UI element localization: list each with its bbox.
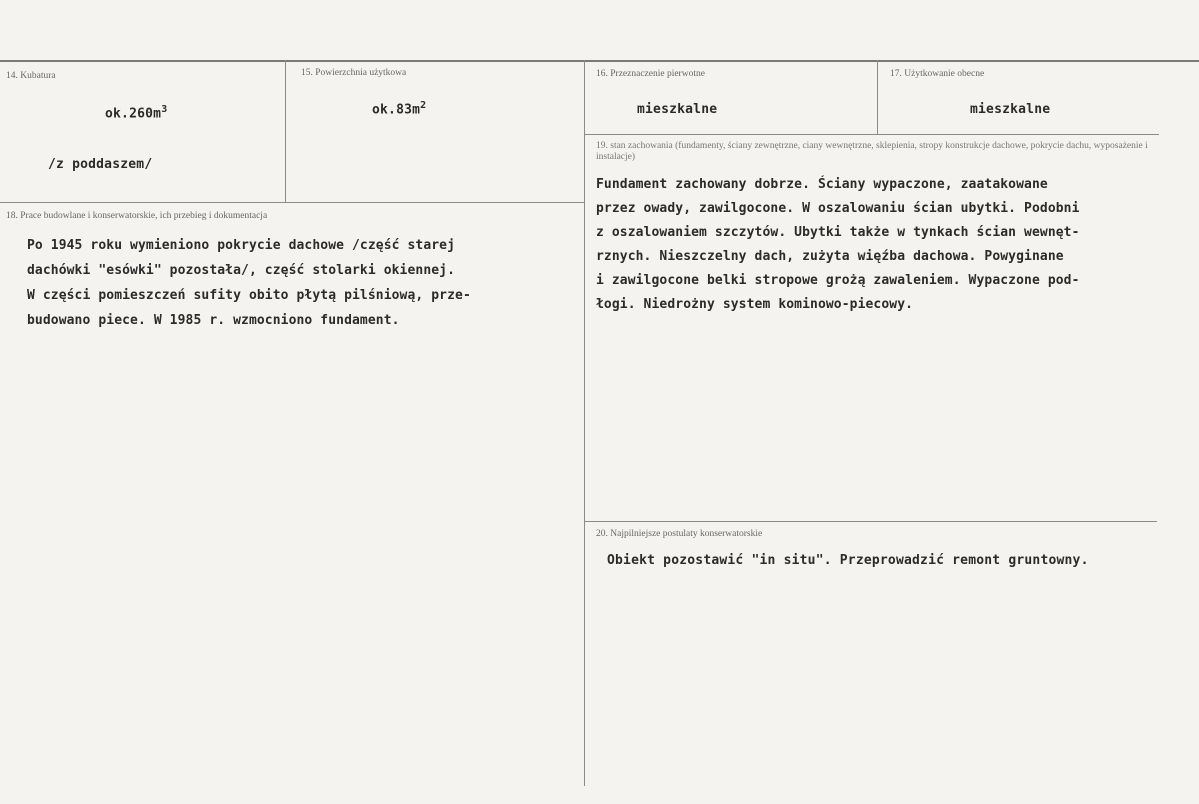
field-15-value-text: ok.83m [372, 102, 421, 118]
rule-under-16-17 [584, 134, 1159, 135]
rule-above-20 [584, 521, 1157, 522]
field-19-line: z oszalowaniem szczytów. Ubytki także w tynkach ścian wewnęt- [596, 225, 1080, 240]
field-18-line: W części pomieszczeń sufity obito płytą pilśniową, prze- [27, 288, 471, 303]
field-20-value: Obiekt pozostawić "in situ". Przeprowadzić remont gruntowny. [607, 553, 1089, 568]
field-14-sup: 3 [161, 104, 168, 115]
divider-14-15 [285, 60, 286, 202]
field-15-value [372, 100, 426, 117]
field-15-sup: 2 [420, 100, 427, 111]
field-14-label: 14. Kubatura [6, 71, 56, 81]
field-18-line: budowano piece. W 1985 r. wzmocniono fundament. [27, 313, 400, 328]
field-16-label: 16. Przeznaczenie pierwotne [596, 69, 705, 79]
rule-under-14-15 [0, 202, 584, 203]
field-19-line: rznych. Nieszczelny dach, zużyta więźba dachowa. Powyginane [596, 249, 1064, 264]
field-18-label: 18. Prace budowlane i konserwatorskie, ich przebieg i dokumentacja [6, 211, 268, 221]
field-19-line: i zawilgocone belki stropowe grożą zawaleniem. Wypaczone pod- [596, 273, 1080, 288]
field-18-line: Po 1945 roku wymieniono pokrycie dachowe /część starej [27, 238, 456, 253]
field-19-line: Fundament zachowany dobrze. Ściany wypaczone, zaatakowane [596, 177, 1048, 192]
top-rule [0, 60, 1199, 62]
field-19-line: łogi. Niedrożny system kominowo-piecowy. [596, 297, 914, 312]
field-19-label: 19. stan zachowania (fundamenty, ściany zewnętrzne, ciany wewnętrzne, sklepienia, stropy konstrukcje dachowe, pokrycie dachu, wyposażenie i instalacje) [596, 141, 1148, 162]
field-18-line: dachówki "esówki" pozostała/, część stolarki okiennej. [27, 263, 456, 278]
field-14-value [105, 104, 167, 121]
field-14-note: /z poddaszem/ [48, 157, 153, 172]
field-17-value: mieszkalne [970, 102, 1051, 117]
divider-16-17 [877, 60, 878, 134]
field-17-label: 17. Użytkowanie obecne [890, 69, 985, 79]
field-14-value-text: ok.260m [105, 106, 162, 122]
field-15-label: 15. Powierzchnia użytkowa [301, 68, 407, 78]
field-19-line: przez owady, zawilgocone. W oszalowaniu ścian ubytki. Podobni [596, 201, 1080, 216]
field-20-label: 20. Najpilniejsze postulaty konserwatorskie [596, 529, 763, 539]
center-divider [584, 60, 585, 786]
field-16-value: mieszkalne [637, 102, 718, 117]
